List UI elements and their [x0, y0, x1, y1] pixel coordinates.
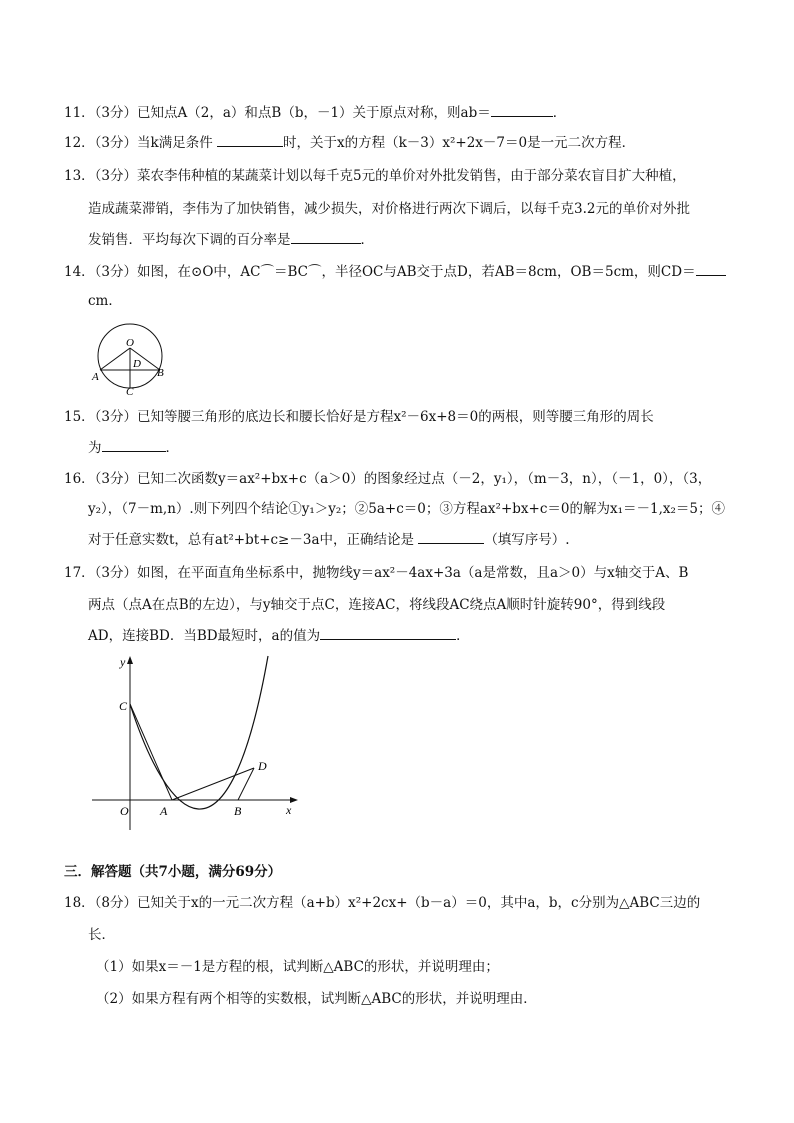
section-3-title: 三．解答题（共7小题，满分69分）	[64, 864, 282, 880]
question-17-line-2: 两点（点A在点B的左边），与y轴交于点C，连接AC，将线段AC绕点A顺时针旋转90°，得到线段	[88, 597, 666, 613]
segment-ac	[130, 704, 172, 800]
question-17-line-1: 17．（3分）如图，在平面直角坐标系中，抛物线y＝ax²－4ax+3a（a是常数，且a＞0）与x轴交于A、B	[64, 565, 689, 581]
question-18-sub-2: （2）如果方程有两个相等的实数根，试判断△ABC的形状，并说明理由．	[96, 991, 537, 1007]
label-b: B	[157, 367, 164, 379]
q17-answer-blank[interactable]	[320, 625, 456, 640]
radius-oa	[100, 348, 130, 370]
question-17-line-3: AD，连接BD．当BD最短时，a的值为 ．	[88, 625, 734, 646]
label-c: C	[126, 386, 134, 396]
parabola-curve	[130, 656, 268, 809]
question-16-line-1: 16．（3分）已知二次函数y＝ax²+bx+c（a＞0）的图象经过点（－2，y₁），（m－3，n），（－1，0），（3，	[64, 471, 712, 487]
question-18-sub-1: （1）如果x＝－1是方程的根，试判断△ABC的形状，并说明理由；	[96, 959, 499, 975]
question-14-line-2: cm．	[88, 293, 122, 309]
question-18-line-1: 18．（8分）已知关于x的一元二次方程（a+b）x²+2cx+（b－a）＝0，其中a，b，c分别为△ABC三边的	[64, 895, 701, 911]
question-15-line-1: 15．（3分）已知等腰三角形的底边长和腰长恰好是方程x²－6x+8＝0的两根，则等腰三角形的周长	[64, 409, 654, 425]
question-18-line-2: 长．	[88, 927, 115, 943]
question-13-line-3: 发销售．平均每次下调的百分率是 ．	[88, 229, 734, 250]
q12-answer-blank[interactable]	[217, 132, 283, 147]
segment-ad	[172, 768, 254, 800]
q13-answer-blank[interactable]	[291, 229, 361, 244]
question-11: 11．（3分）已知点A（2，a）和点B（b，－1）关于原点对称，则ab＝ ．	[64, 102, 734, 123]
q12-text-pre: 12．（3分）当k满足条件	[64, 135, 217, 151]
label-a: A	[92, 371, 99, 383]
label-o: O	[120, 804, 129, 818]
q14-answer-blank[interactable]	[696, 261, 726, 276]
y-axis-arrow	[127, 656, 133, 664]
q15-answer-blank[interactable]	[102, 437, 166, 452]
q16-answer-blank[interactable]	[418, 529, 484, 544]
label-a: A	[160, 804, 168, 818]
question-12	[64, 132, 734, 153]
label-d: D	[258, 759, 267, 773]
question-15-line-2: 为 ．	[88, 437, 734, 458]
q11-text: 11．（3分）已知点A（2，a）和点B（b，－1）关于原点对称，则ab＝	[64, 105, 491, 121]
q12-text-post: 时，关于x的方程（k－3）x²+2x－7＝0是一元二次方程．	[283, 135, 636, 151]
label-d: D	[133, 358, 141, 370]
question-16-line-2: y₂），（7－m,n）.则下列四个结论①y₁＞y₂；②5a+c＝0；③方程ax²+bx+c＝0的解为x₁＝－1,x₂＝5；④	[88, 501, 726, 517]
label-y: y	[120, 655, 126, 669]
circle-figure	[90, 318, 170, 396]
label-b: B	[234, 804, 242, 818]
q11-answer-blank[interactable]	[491, 102, 553, 117]
label-x: x	[286, 803, 292, 817]
label-c: C	[119, 699, 128, 713]
question-14-line-1: 14．（3分）如图，在⊙O中，AC⌒＝BC⌒，半径OC与AB交于点D，若AB＝8cm，OB＝5cm，则CD＝	[64, 261, 734, 282]
question-16-line-3: 对于任意实数t，总有at²+bt+c≥－3a中，正确结论是 （填写序号）.	[88, 529, 734, 550]
label-o: O	[126, 337, 134, 349]
question-13-line-2: 造成蔬菜滞销，李伟为了加快销售，减少损失，对价格进行两次下调后，以每千克3.2元的单价对外批	[88, 201, 690, 217]
parabola-figure	[88, 652, 308, 837]
question-13-line-1: 13．（3分）菜农李伟种植的某蔬菜计划以每千克5元的单价对外批发销售，由于部分菜农盲目扩大种植，	[64, 168, 686, 184]
